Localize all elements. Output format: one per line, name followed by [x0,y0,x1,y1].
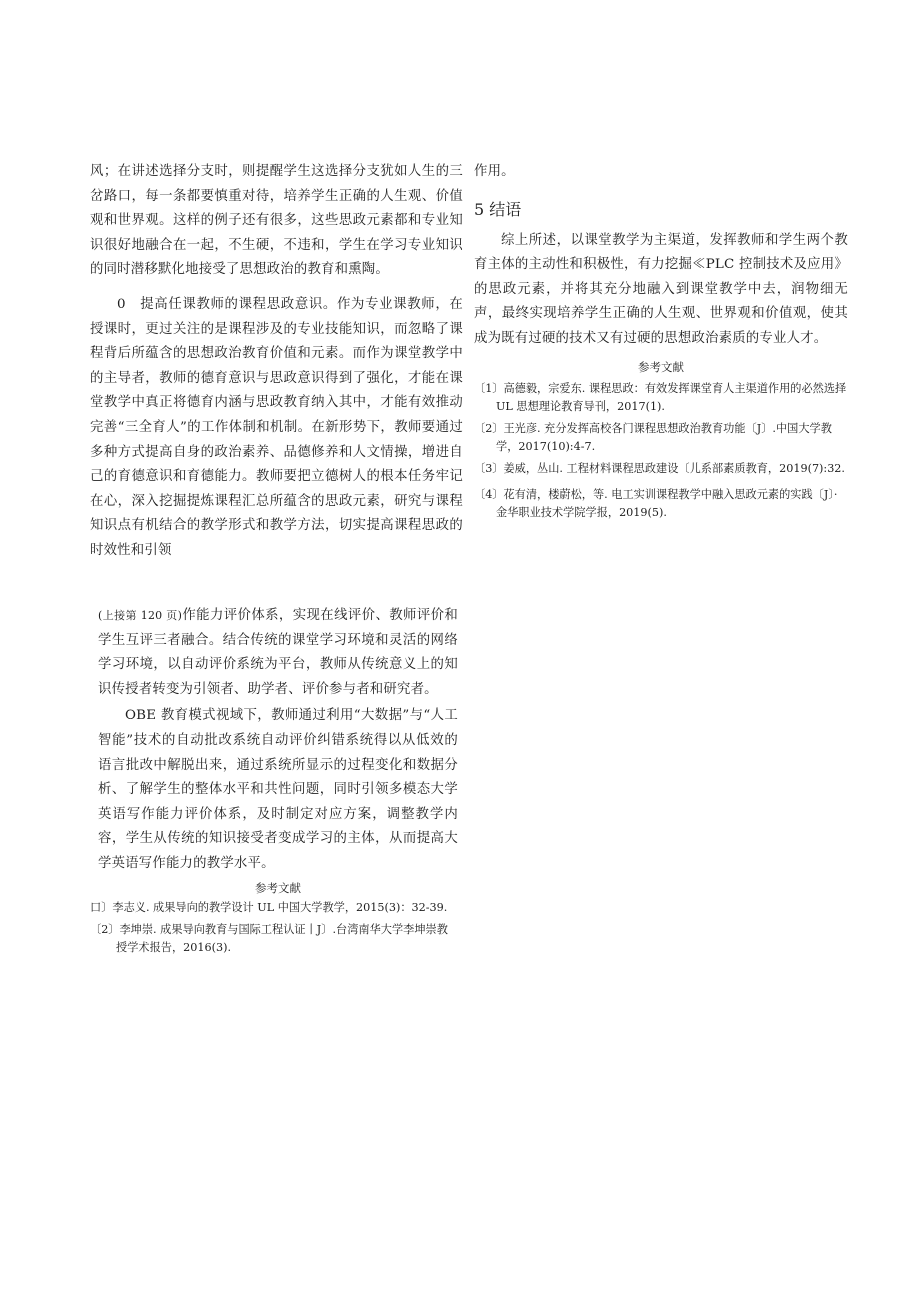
body-paragraph: 风；在讲述选择分支时，则提醒学生这选择分支犹如人生的三岔路口，每一条都要慎重对待，培养学生正确的人生观、价值观和世界观。这样的例子还有很多，这些思政元素都和专业知识很好地融合在一起，不生硬，不违和，学生在学习专业知识的同时潜移默化地接受了思想政治的教育和熏陶。 [90,164,463,278]
reference-item: 〔4〕花有清，楼蔚松，等. 电工实训课程教学中融入思政元素的实践〔J〕·金华职业技术学院学报，2019(5). [474,487,838,519]
left-bottom-column [90,604,459,957]
body-paragraph: 综上所述，以课堂教学为主渠道，发挥教师和学生两个教育主体的主动性和积极性，有力挖掘≪PLC 控制技术及应用》的思政元素，并将其充分地融入到课堂教学中去，润物细无声，最终实现培养学生正确的人生观、世界观和价值观，使其成为既有过硬的技术又有过硬的思想政治素质的专业人才。 [474,232,848,346]
references-list [90,899,458,957]
reference-item: 〔2〕王光彦. 充分发挥高校各门课程思想政治教育功能〔J〕.中国大学教学，2017(10):4-7. [474,421,832,453]
body-paragraph: 作用。 [474,164,515,179]
body-paragraph: OBE 教育模式视域下，教师通过利用“大数据”与“人工智能”技术的自动批改系统自动评价纠错系统得以从低效的语言批改中解脱出来，通过系统所显示的过程变化和数据分析、了解学生的整体水平和共性问题，同时引领多模态大学英语写作能力评价体系，及时制定对应方案，调整教学内容，学生从传统的知识接受者变成学习的主体，从而提高大学英语写作能力的教学水平。 [98,708,458,871]
reference-item: 〔3〕姜威，丛山. 工程材料课程思政建设〔儿系部素质教育，2019(7):32. [474,461,845,475]
paragraph-text: 作能力评价体系，实现在线评价、教师评价和学生互评三者融合。结合传统的课堂学习环境和灵活的网络学习环境，以自动评价系统为平台，教师从传统意义上的知识传授者转变为引领者、助学者、评价参与者和研究者。 [98,608,459,697]
reference-item: 〔1〕高德毅，宗爱东. 课程思政：有效发挥课堂育人主渠道作用的必然选择 UL 思想理论教育导刊，2017(1). [474,381,847,413]
section-heading: 5 结语 [474,199,522,219]
references-title: 参考文献 [255,880,301,895]
reference-item: 口〕李志义. 成果导向的教学设计 UL 中国大学教学，2015(3)：32-39. [90,900,448,914]
reference-item: 〔2〕李坤崇. 成果导向教育与国际工程认证丨J〕.台湾南华大学李坤崇教授学术报告，2016(3). [90,922,448,954]
references-list [474,380,848,522]
references-title: 参考文献 [638,359,684,374]
body-paragraph: 0 提高任课教师的课程思政意识。作为专业课教师，在授课时，更过关注的是课程涉及的专业技能知识，而忽略了课程背后所蕴含的思想政治教育价值和元素。而作为课堂教学中的主导者，教师的德育意识与思政意识得到了强化，才能在课堂教学中真正将德育内涵与思政教育纳入其中，才能有效推动完善“三全育人”的工作体制和机制。在新形势下，教师要通过多种方式提高自身的政治素养、品德修养和人文情操，增进自己的育德意识和育德能力。教师要把立德树人的根本任务牢记在心，深入挖掘提炼课程汇总所蕴含的思政元素，研究与课程知识点有机结合的教学形式和教学方法，切实提高课程思政的时效性和引领 [90,296,463,558]
right-top-column [474,160,848,522]
body-paragraph [98,604,458,702]
left-top-column [90,160,463,564]
continued-from-note: (上接第 120 页) [98,609,183,622]
